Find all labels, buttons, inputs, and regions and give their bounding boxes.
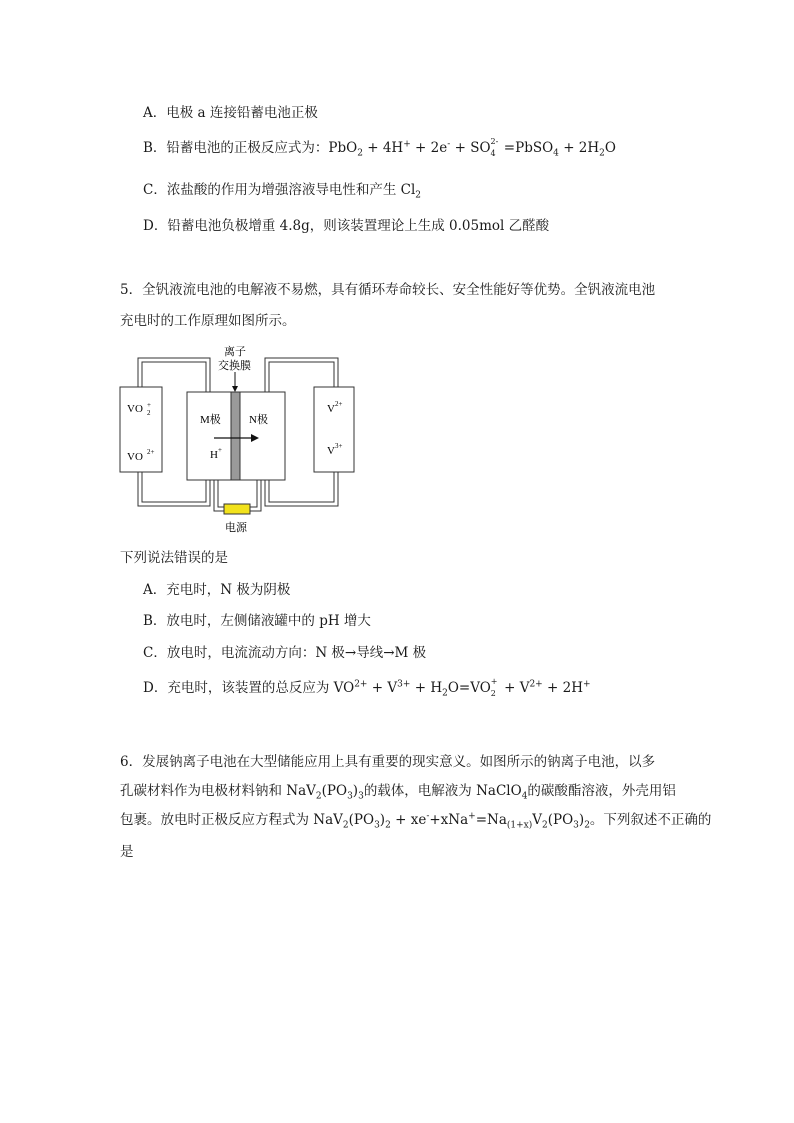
q5-stem-line-2	[120, 311, 296, 331]
ion-sup: +	[218, 446, 222, 454]
q5-stem-line-1	[120, 280, 655, 300]
q6-text: )	[352, 783, 359, 799]
q6-sub: 2	[315, 791, 322, 802]
q6-sub: 2	[385, 820, 391, 831]
q6-text: 的载体，电解液为 NaClO	[363, 783, 522, 799]
q5-d-sup: 2+	[354, 679, 368, 690]
q5-d-subsup	[490, 676, 500, 698]
q4-option-d	[143, 216, 549, 236]
q6-text: 包裹。放电时正极反应方程式为 NaV	[120, 812, 343, 828]
left-tank-bottom-label: VO	[127, 451, 143, 463]
membrane-label-1: 离子	[224, 346, 246, 358]
q6-text: =Na	[475, 812, 507, 828]
q4-b-sub: 2	[357, 148, 363, 159]
q5-d-sub: 2	[490, 688, 496, 698]
q4-b-sub: 4	[490, 148, 496, 158]
q4-b-sup: +	[403, 139, 411, 150]
q5-option-b	[143, 611, 371, 631]
q4-option-b	[143, 138, 616, 158]
q5-d-text: + V	[367, 680, 398, 696]
right-tank-top-label: V	[327, 403, 335, 415]
q6-text: 孔碳材料作为电极材料钠和 NaV	[120, 783, 316, 799]
left-tank-top-sub: 2	[147, 409, 151, 417]
q5-d-sub: 2	[442, 688, 448, 699]
q5-d-text: + V	[499, 680, 530, 696]
q4-option-a-text: A．电极 a 连接铅蓄电池正极	[143, 105, 318, 121]
right-storage-tank	[314, 387, 354, 472]
q4-b-subsup	[490, 136, 500, 158]
q4-b-sub: 2	[599, 148, 605, 159]
q4-b-text: + 4H	[362, 140, 404, 156]
wire-left-inner	[218, 480, 224, 507]
q5-stem-text: 5．全钒液流电池的电解液不易燃，具有循环寿命较长、安全性能好等优势。全钒液流电池	[120, 282, 656, 298]
q6-sub: 3	[374, 820, 380, 831]
n-electrode-label: N极	[249, 414, 268, 426]
power-supply	[224, 504, 250, 514]
q6-sub: 3	[347, 791, 353, 802]
q6-line-4	[120, 842, 134, 862]
q6-text: 是	[120, 844, 134, 860]
q6-text: (PO	[547, 812, 574, 828]
q5-d-sup: +	[490, 676, 498, 686]
power-label: 电源	[225, 522, 247, 534]
q6-text: 的碳酸酯溶液，外壳用铝	[527, 783, 676, 799]
q6-sub: (1+x)	[506, 820, 533, 831]
q6-sub: 2	[584, 820, 590, 831]
q4-b-sup: 2-	[490, 136, 499, 146]
q5-d-sup: 2+	[529, 679, 543, 690]
q5-d-sup: 3+	[397, 679, 411, 690]
battery-diagram	[118, 342, 358, 538]
q6-text: )	[578, 812, 585, 828]
wire-left-outer	[214, 480, 224, 511]
q5-d-text: + 2H	[542, 680, 583, 696]
q4-b-text: + 2H	[558, 140, 600, 156]
q5-d-text: D．充电时，该装置的总反应为 VO	[143, 680, 355, 696]
q4-c-sub: 2	[415, 190, 422, 201]
q5-option-d	[143, 678, 591, 698]
right-tank-bottom-sup: 3+	[335, 442, 343, 450]
left-tank-top-label: VO	[127, 403, 143, 415]
q4-option-a	[143, 103, 318, 123]
q5-question	[120, 548, 228, 568]
q6-line-3	[120, 810, 711, 830]
q6-sup: +	[468, 811, 476, 822]
q4-option-c	[143, 180, 421, 200]
q6-text: (PO	[321, 783, 348, 799]
q5-d-sup: +	[583, 679, 591, 690]
q6-text: 。下列叙述不正确的	[589, 812, 712, 828]
q5-option-b-text: B．放电时，左侧储液罐中的 pH 增大	[143, 613, 371, 629]
q4-b-sup: -	[447, 139, 451, 150]
q6-line-1	[120, 752, 655, 772]
q6-sub: 3	[573, 820, 579, 831]
right-tank-bottom-label: V	[327, 445, 335, 457]
q4-b-text: O	[604, 140, 616, 156]
q6-sub: 4	[521, 791, 528, 802]
membrane-pointer-arrowhead	[232, 386, 238, 392]
left-tank-top-sup: +	[147, 401, 151, 409]
ion-label: H	[210, 449, 218, 461]
q4-option-d-text: D．铅蓄电池负极增重 4.8g，则该装置理论上生成 0.05mol 乙醛酸	[143, 218, 550, 234]
q4-b-text: =PbSO	[499, 140, 554, 156]
q4-b-text: + SO	[450, 140, 491, 156]
q6-text: V	[532, 812, 543, 828]
ion-exchange-membrane	[231, 392, 240, 480]
q6-text: +xNa	[429, 812, 469, 828]
q5-option-c	[143, 643, 426, 663]
q5-d-text: + H	[410, 680, 443, 696]
q5-d-text: O=VO	[447, 680, 491, 696]
right-tank-top-sup: 2+	[335, 400, 343, 408]
q6-text: + xe	[390, 812, 427, 828]
q5-option-a-text: A．充电时，N 极为阴极	[143, 582, 291, 598]
q6-text: 6．发展钠离子电池在大型储能应用上具有重要的现实意义。如图所示的钠离子电池，以多	[120, 754, 656, 770]
membrane-label-2: 交换膜	[218, 360, 251, 372]
q5-question-text: 下列说法错误的是	[120, 550, 228, 566]
q4-b-sub: 4	[553, 148, 559, 159]
q6-sub: 2	[542, 820, 548, 831]
q6-text: (PO	[348, 812, 375, 828]
q4-c-text: C．浓盐酸的作用为增强溶液导电性和产生 Cl	[143, 182, 416, 198]
q4-b-text: B．铅蓄电池的正极反应式为：PbO	[143, 140, 358, 156]
q5-option-c-text: C．放电时，电流流动方向：N 极→导线→M 极	[143, 645, 427, 661]
q5-option-a	[143, 580, 290, 600]
wire-right-inner	[250, 480, 257, 507]
q5-stem-text: 充电时的工作原理如图所示。	[120, 313, 296, 329]
wire-right-outer	[250, 480, 261, 511]
q4-b-text: + 2e	[410, 140, 448, 156]
m-electrode-label: M极	[200, 414, 221, 426]
left-tank-bottom-sup: 2+	[147, 448, 155, 456]
q6-sub: 2	[342, 820, 349, 831]
q6-sub: 3	[358, 791, 364, 802]
q6-line-2	[120, 781, 676, 801]
q6-sup: -	[426, 811, 430, 822]
q6-text: )	[379, 812, 386, 828]
